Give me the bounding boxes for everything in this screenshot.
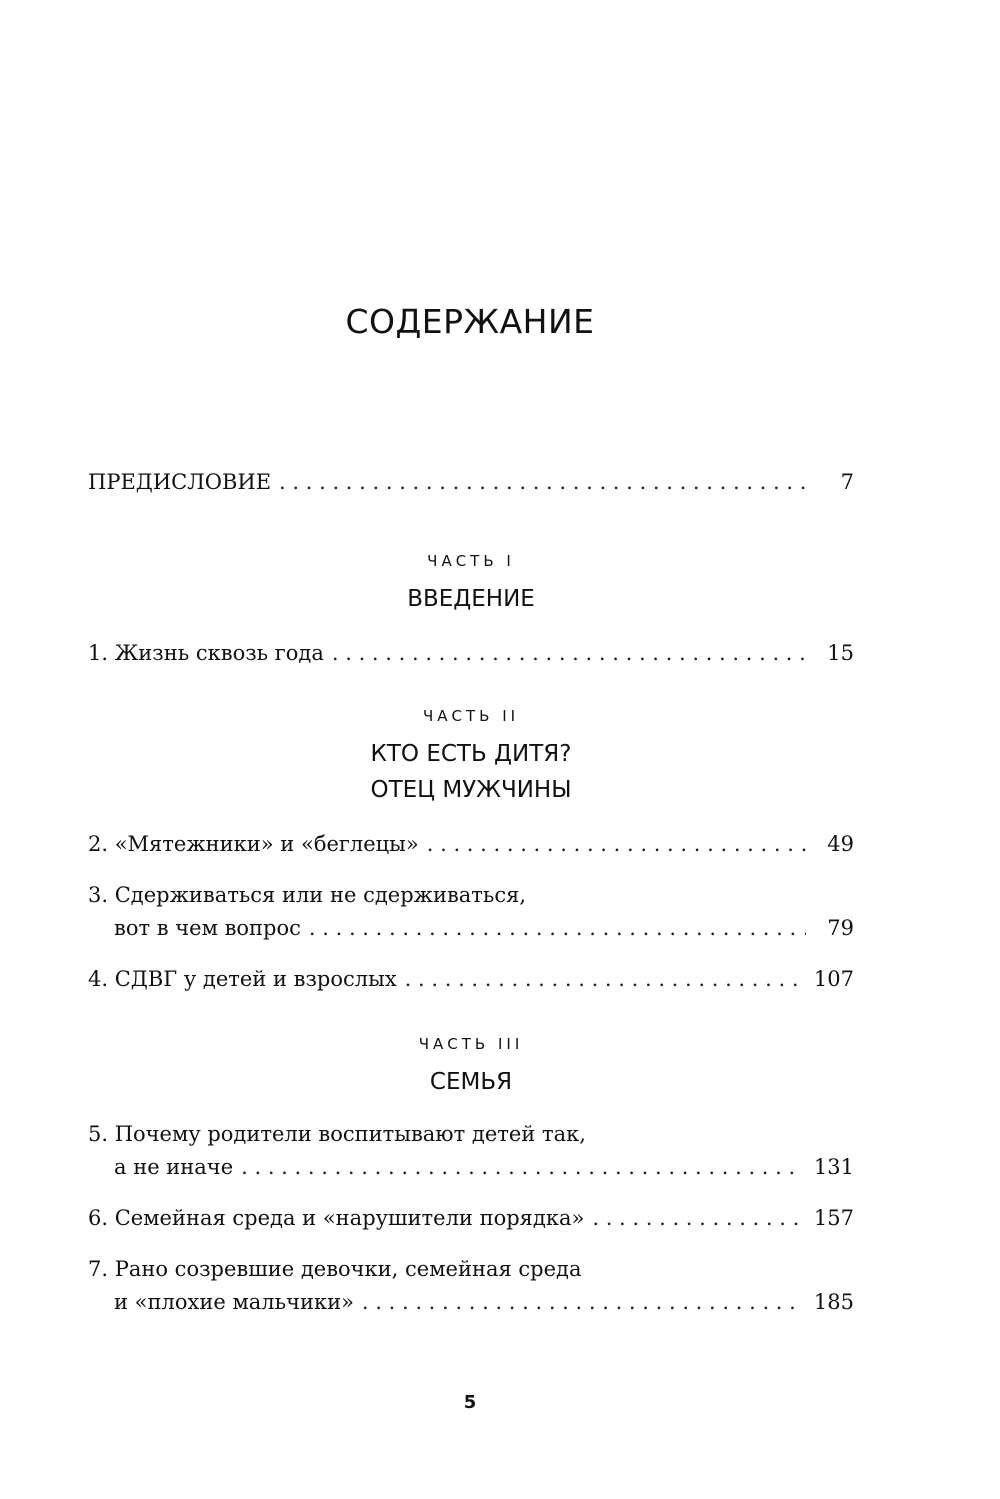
part-heading-1 — [88, 551, 854, 617]
dot-leader — [362, 1286, 804, 1319]
toc-entry-title: 3. Сдерживаться или не сдерживаться, — [88, 883, 527, 907]
part-label: ЧАСТЬ III — [418, 1035, 524, 1053]
toc-entry-title: ПРЕДИСЛОВИЕ — [88, 470, 272, 494]
toc-entry-title: 5. Почему родители воспитывают детей так, — [88, 1122, 586, 1146]
toc-entry-page: 157 — [813, 1206, 854, 1230]
toc-entry-4[interactable] — [88, 963, 854, 996]
page-title: СОДЕРЖАНИЕ — [345, 302, 595, 341]
toc-entry-page: 49 — [827, 832, 854, 856]
part-heading-3 — [88, 1034, 854, 1100]
toc-entry-3[interactable] — [88, 879, 854, 945]
toc-entry-page: 107 — [813, 967, 854, 991]
part-title: КТО ЕСТЬ ДИТЯ? — [370, 741, 572, 767]
toc-entry-title-cont: и «плохие мальчики» — [114, 1290, 354, 1314]
part-label: ЧАСТЬ I — [427, 552, 515, 570]
toc-entry-title-cont: а не иначе — [114, 1155, 234, 1179]
part-label: ЧАСТЬ II — [422, 707, 520, 725]
toc-entry-5[interactable] — [88, 1118, 854, 1184]
toc-entry-2[interactable] — [88, 828, 854, 861]
toc-entry-title: 4. СДВГ у детей и взрослых — [88, 967, 397, 991]
toc-entry-title: 2. «Мятежники» и «беглецы» — [88, 832, 419, 856]
dot-leader — [427, 828, 806, 861]
toc-entry-title: 7. Рано созревшие девочки, семейная среда — [88, 1257, 582, 1281]
part-title: ОТЕЦ МУЖЧИНЫ — [370, 777, 572, 803]
toc-entry-title-cont: вот в чем вопрос — [114, 916, 301, 940]
part-heading-2 — [88, 706, 854, 808]
part-title: СЕМЬЯ — [429, 1069, 513, 1095]
toc-entry-page: 185 — [813, 1290, 854, 1314]
dot-leader — [241, 1151, 804, 1184]
toc-entry-title: 1. Жизнь сквозь года — [88, 641, 324, 665]
part-title: ВВЕДЕНИЕ — [407, 586, 535, 612]
toc-entry-6[interactable] — [88, 1202, 854, 1235]
page-number: 5 — [463, 1392, 477, 1413]
dot-leader — [405, 963, 804, 996]
toc-entry-page: 7 — [840, 470, 854, 494]
toc-entry-page: 79 — [827, 916, 854, 940]
toc-entry-7[interactable] — [88, 1253, 854, 1319]
dot-leader — [279, 466, 806, 499]
dot-leader — [332, 637, 806, 670]
table-of-contents — [88, 462, 854, 1319]
toc-entry-title: 6. Семейная среда и «нарушители порядка» — [88, 1206, 585, 1230]
toc-entry-preface[interactable] — [88, 466, 854, 499]
toc-entry-page: 131 — [813, 1155, 854, 1179]
dot-leader — [309, 912, 806, 945]
toc-entry-1[interactable] — [88, 637, 854, 670]
dot-leader — [592, 1202, 804, 1235]
toc-entry-page: 15 — [827, 641, 854, 665]
